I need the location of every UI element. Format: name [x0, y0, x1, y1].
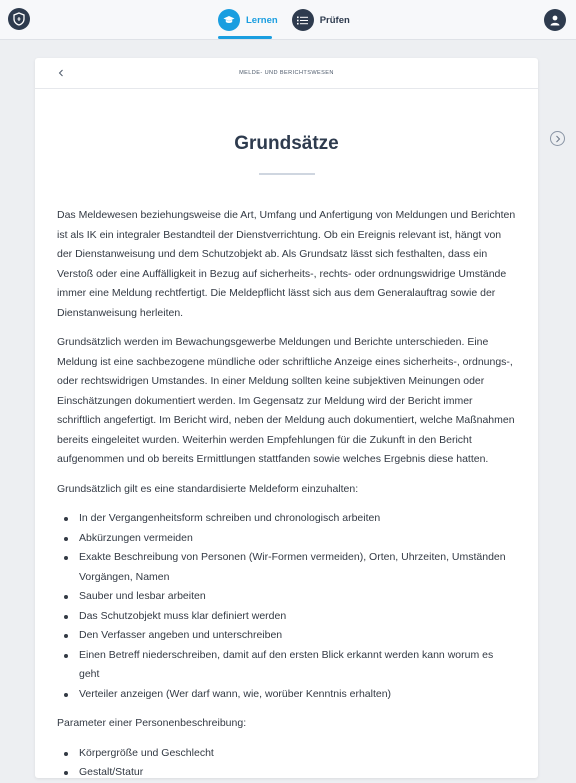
tab-lernen[interactable] — [218, 8, 278, 32]
list-item: Exakte Beschreibung von Personen (Wir-Formen vermeiden), Orten, Uhrzeiten, Umständen Vorgängen, Namen — [57, 548, 516, 587]
content-card — [35, 58, 538, 778]
bullet-list — [57, 744, 516, 783]
tab-pruefen[interactable] — [292, 8, 350, 32]
paragraph: Das Meldewesen beziehungsweise die Art, Umfang und Anfertigung von Meldungen und Berichten ist als IK ein integraler Bestandteil der Dienstverrichtung. Ob ein Ereignis relevant ist, hängt von der Dienstanweisung und dem Schutzobjekt ab. Als Grundsatz lässt sich festhalten, dass ein Verstoß oder eine Auffälligkeit in Bezug auf sicherheits-, rechts- oder ordnungswidrige Umstände immer eine Meldung rechtfertigt. Die Meldepflicht lässt sich aus dem Generalauftrag sowie der Dienstanweisung herleiten. — [57, 209, 516, 319]
list-item: Einen Betreff niederschreiben, damit auf den ersten Blick erkannt werden kann worum es geht — [57, 646, 516, 685]
main-tabs — [218, 8, 350, 32]
list-icon — [292, 9, 314, 31]
tab-lernen-label: Lernen — [246, 14, 278, 26]
back-button[interactable] — [55, 67, 67, 79]
page-title: Grundsätze — [234, 133, 339, 154]
breadcrumb[interactable]: MELDE- UND BERICHTSWESEN — [239, 70, 334, 76]
chevron-right-icon — [555, 135, 561, 143]
list-item: Verteiler anzeigen (Wer darf wann, wie, worüber Kenntnis erhalten) — [57, 685, 516, 705]
list-item: Sauber und lesbar arbeiten — [57, 587, 516, 607]
list-item: In der Vergangenheitsform schreiben und chronologisch arbeiten — [57, 509, 516, 529]
badge-logo-icon[interactable] — [8, 8, 30, 30]
title-divider — [259, 173, 315, 175]
user-icon[interactable] — [544, 9, 566, 31]
active-tab-indicator — [218, 36, 272, 39]
list-item: Das Schutzobjekt muss klar definiert werden — [57, 607, 516, 627]
list-item: Abkürzungen vermeiden — [57, 529, 516, 549]
list-item: Gestalt/Statur — [57, 763, 516, 783]
next-page-button[interactable] — [550, 131, 565, 146]
chevron-left-icon — [58, 69, 64, 77]
paragraph: Parameter einer Personenbeschreibung: — [57, 717, 247, 729]
list-item: Körpergröße und Geschlecht — [57, 744, 516, 764]
bullet-list — [57, 509, 516, 704]
paragraph: Grundsätzlich werden im Bewachungsgewerbe Meldungen und Berichte unterschieden. Eine Meldung ist eine sachbezogene mündliche oder schriftliche Anzeige eines sicherheits-, ordnungs-, oder rechtswidrigen Umstandes. In einer Meldung sollten keine subjektiven Meinungen oder Einschätzungen dokumentiert werden. Im Gegensatz zur Meldung wird der Bericht immer schriftlich angefertigt. Im Bericht wird, neben der Meldung auch dokumentiert, welche Maßnahmen bereits eingeleitet wurden. Weiterhin werden Empfehlungen für die Zukunft in den Bericht aufgenommen und ob bereits Ermittlungen stattfanden sowie welches Ergebnis diese hatten. — [57, 336, 515, 465]
list-item: Den Verfasser angeben und unterschreiben — [57, 626, 516, 646]
top-navigation-bar — [0, 0, 576, 40]
article-content — [35, 206, 538, 783]
card-header — [35, 58, 538, 89]
tab-pruefen-label: Prüfen — [319, 14, 350, 26]
paragraph: Grundsätzlich gilt es eine standardisierte Meldeform einzuhalten: — [57, 482, 359, 495]
graduation-cap-icon — [218, 9, 240, 31]
